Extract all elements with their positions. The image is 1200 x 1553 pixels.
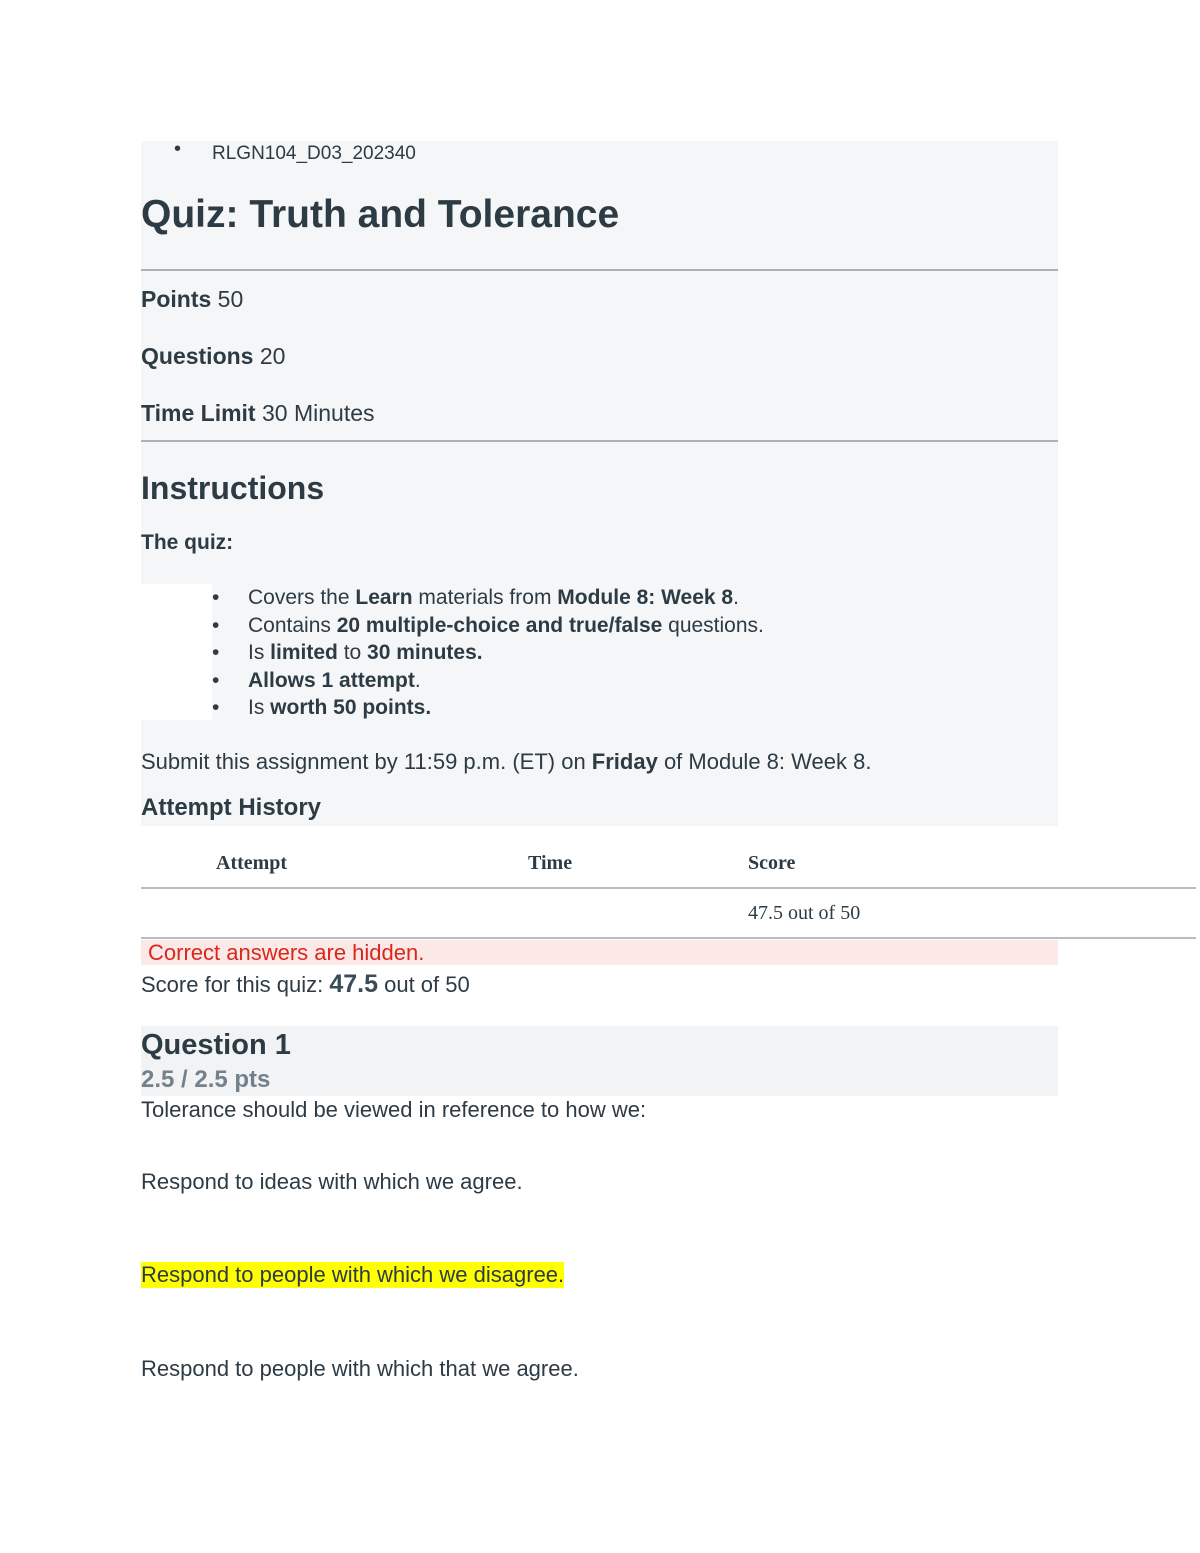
details-divider bbox=[141, 440, 1058, 442]
breadcrumb-course-link[interactable]: RLGN104_D03_202340 bbox=[212, 143, 416, 164]
question-points: 2.5 / 2.5 pts bbox=[141, 1066, 271, 1093]
instruction-text: . bbox=[414, 668, 421, 692]
time-limit-label: Time Limit bbox=[141, 400, 256, 426]
instruction-text: Covers the bbox=[248, 586, 356, 609]
time-limit-value: 30 Minutes bbox=[262, 400, 375, 426]
instructions-heading: Instructions bbox=[141, 470, 325, 506]
instruction-emphasis: 30 minutes. bbox=[367, 641, 483, 664]
instruction-text: Is bbox=[248, 696, 271, 719]
table-row-divider bbox=[141, 937, 1196, 939]
answer-option-3[interactable]: Respond to people with which that we agree. bbox=[141, 1356, 579, 1381]
question-text: Tolerance should be viewed in reference to how we: bbox=[141, 1097, 647, 1122]
instruction-text: materials from bbox=[412, 586, 558, 609]
instruction-emphasis: worth 50 points. bbox=[270, 696, 432, 719]
points-label: Points bbox=[141, 286, 212, 312]
answer-option-2-selected[interactable]: Respond to people with which we disagree. bbox=[141, 1262, 565, 1287]
instruction-item bbox=[212, 667, 764, 695]
instruction-emphasis: Module 8: Week 8 bbox=[557, 586, 734, 609]
submit-day: Friday bbox=[591, 749, 658, 774]
submit-text-post: of Module 8: Week 8. bbox=[657, 749, 872, 774]
quiz-intro: The quiz: bbox=[141, 531, 234, 554]
questions-label: Questions bbox=[141, 343, 254, 369]
quiz-score bbox=[141, 970, 470, 999]
column-header-score: Score bbox=[748, 852, 796, 874]
instruction-emphasis: limited bbox=[270, 641, 338, 664]
page-title: Quiz: Truth and Tolerance bbox=[141, 193, 620, 236]
points-value: 50 bbox=[217, 286, 244, 312]
instruction-item bbox=[212, 584, 764, 612]
score-cell: 47.5 out of 50 bbox=[748, 902, 861, 924]
instruction-text: questions. bbox=[662, 613, 764, 637]
answers-hidden-notice: Correct answers are hidden. bbox=[148, 940, 425, 965]
instruction-item bbox=[212, 612, 764, 640]
list-gutter bbox=[141, 584, 212, 720]
time-limit-row bbox=[141, 400, 375, 427]
questions-value: 20 bbox=[259, 343, 286, 369]
answer-option-1[interactable]: Respond to ideas with which we agree. bbox=[141, 1169, 523, 1194]
instruction-item bbox=[212, 639, 764, 667]
breadcrumb-bullet: • bbox=[174, 138, 182, 160]
submit-text-pre: Submit this assignment by 11:59 p.m. (ET) on bbox=[141, 749, 592, 774]
score-suffix: out of 50 bbox=[377, 972, 470, 997]
column-header-attempt: Attempt bbox=[216, 852, 288, 874]
score-prefix: Score for this quiz: bbox=[141, 972, 330, 997]
instruction-text: . bbox=[733, 586, 739, 609]
table-header-divider bbox=[141, 887, 1196, 889]
score-value: 47.5 bbox=[329, 970, 378, 998]
instruction-item bbox=[212, 694, 764, 722]
submit-deadline bbox=[141, 749, 871, 775]
instruction-emphasis: Allows 1 attempt bbox=[248, 668, 415, 692]
instruction-text: to bbox=[337, 641, 368, 664]
instruction-emphasis: 20 multiple-choice and true/false bbox=[336, 613, 663, 637]
instruction-text: Contains bbox=[248, 613, 337, 637]
instructions-list bbox=[212, 584, 764, 722]
question-title: Question 1 bbox=[141, 1029, 291, 1061]
questions-row bbox=[141, 343, 285, 370]
points-row bbox=[141, 286, 243, 313]
attempt-history-heading: Attempt History bbox=[141, 794, 322, 821]
column-header-time: Time bbox=[528, 852, 573, 874]
title-divider bbox=[141, 269, 1058, 271]
instruction-emphasis: Learn bbox=[355, 586, 413, 609]
instruction-text: Is bbox=[248, 641, 271, 664]
